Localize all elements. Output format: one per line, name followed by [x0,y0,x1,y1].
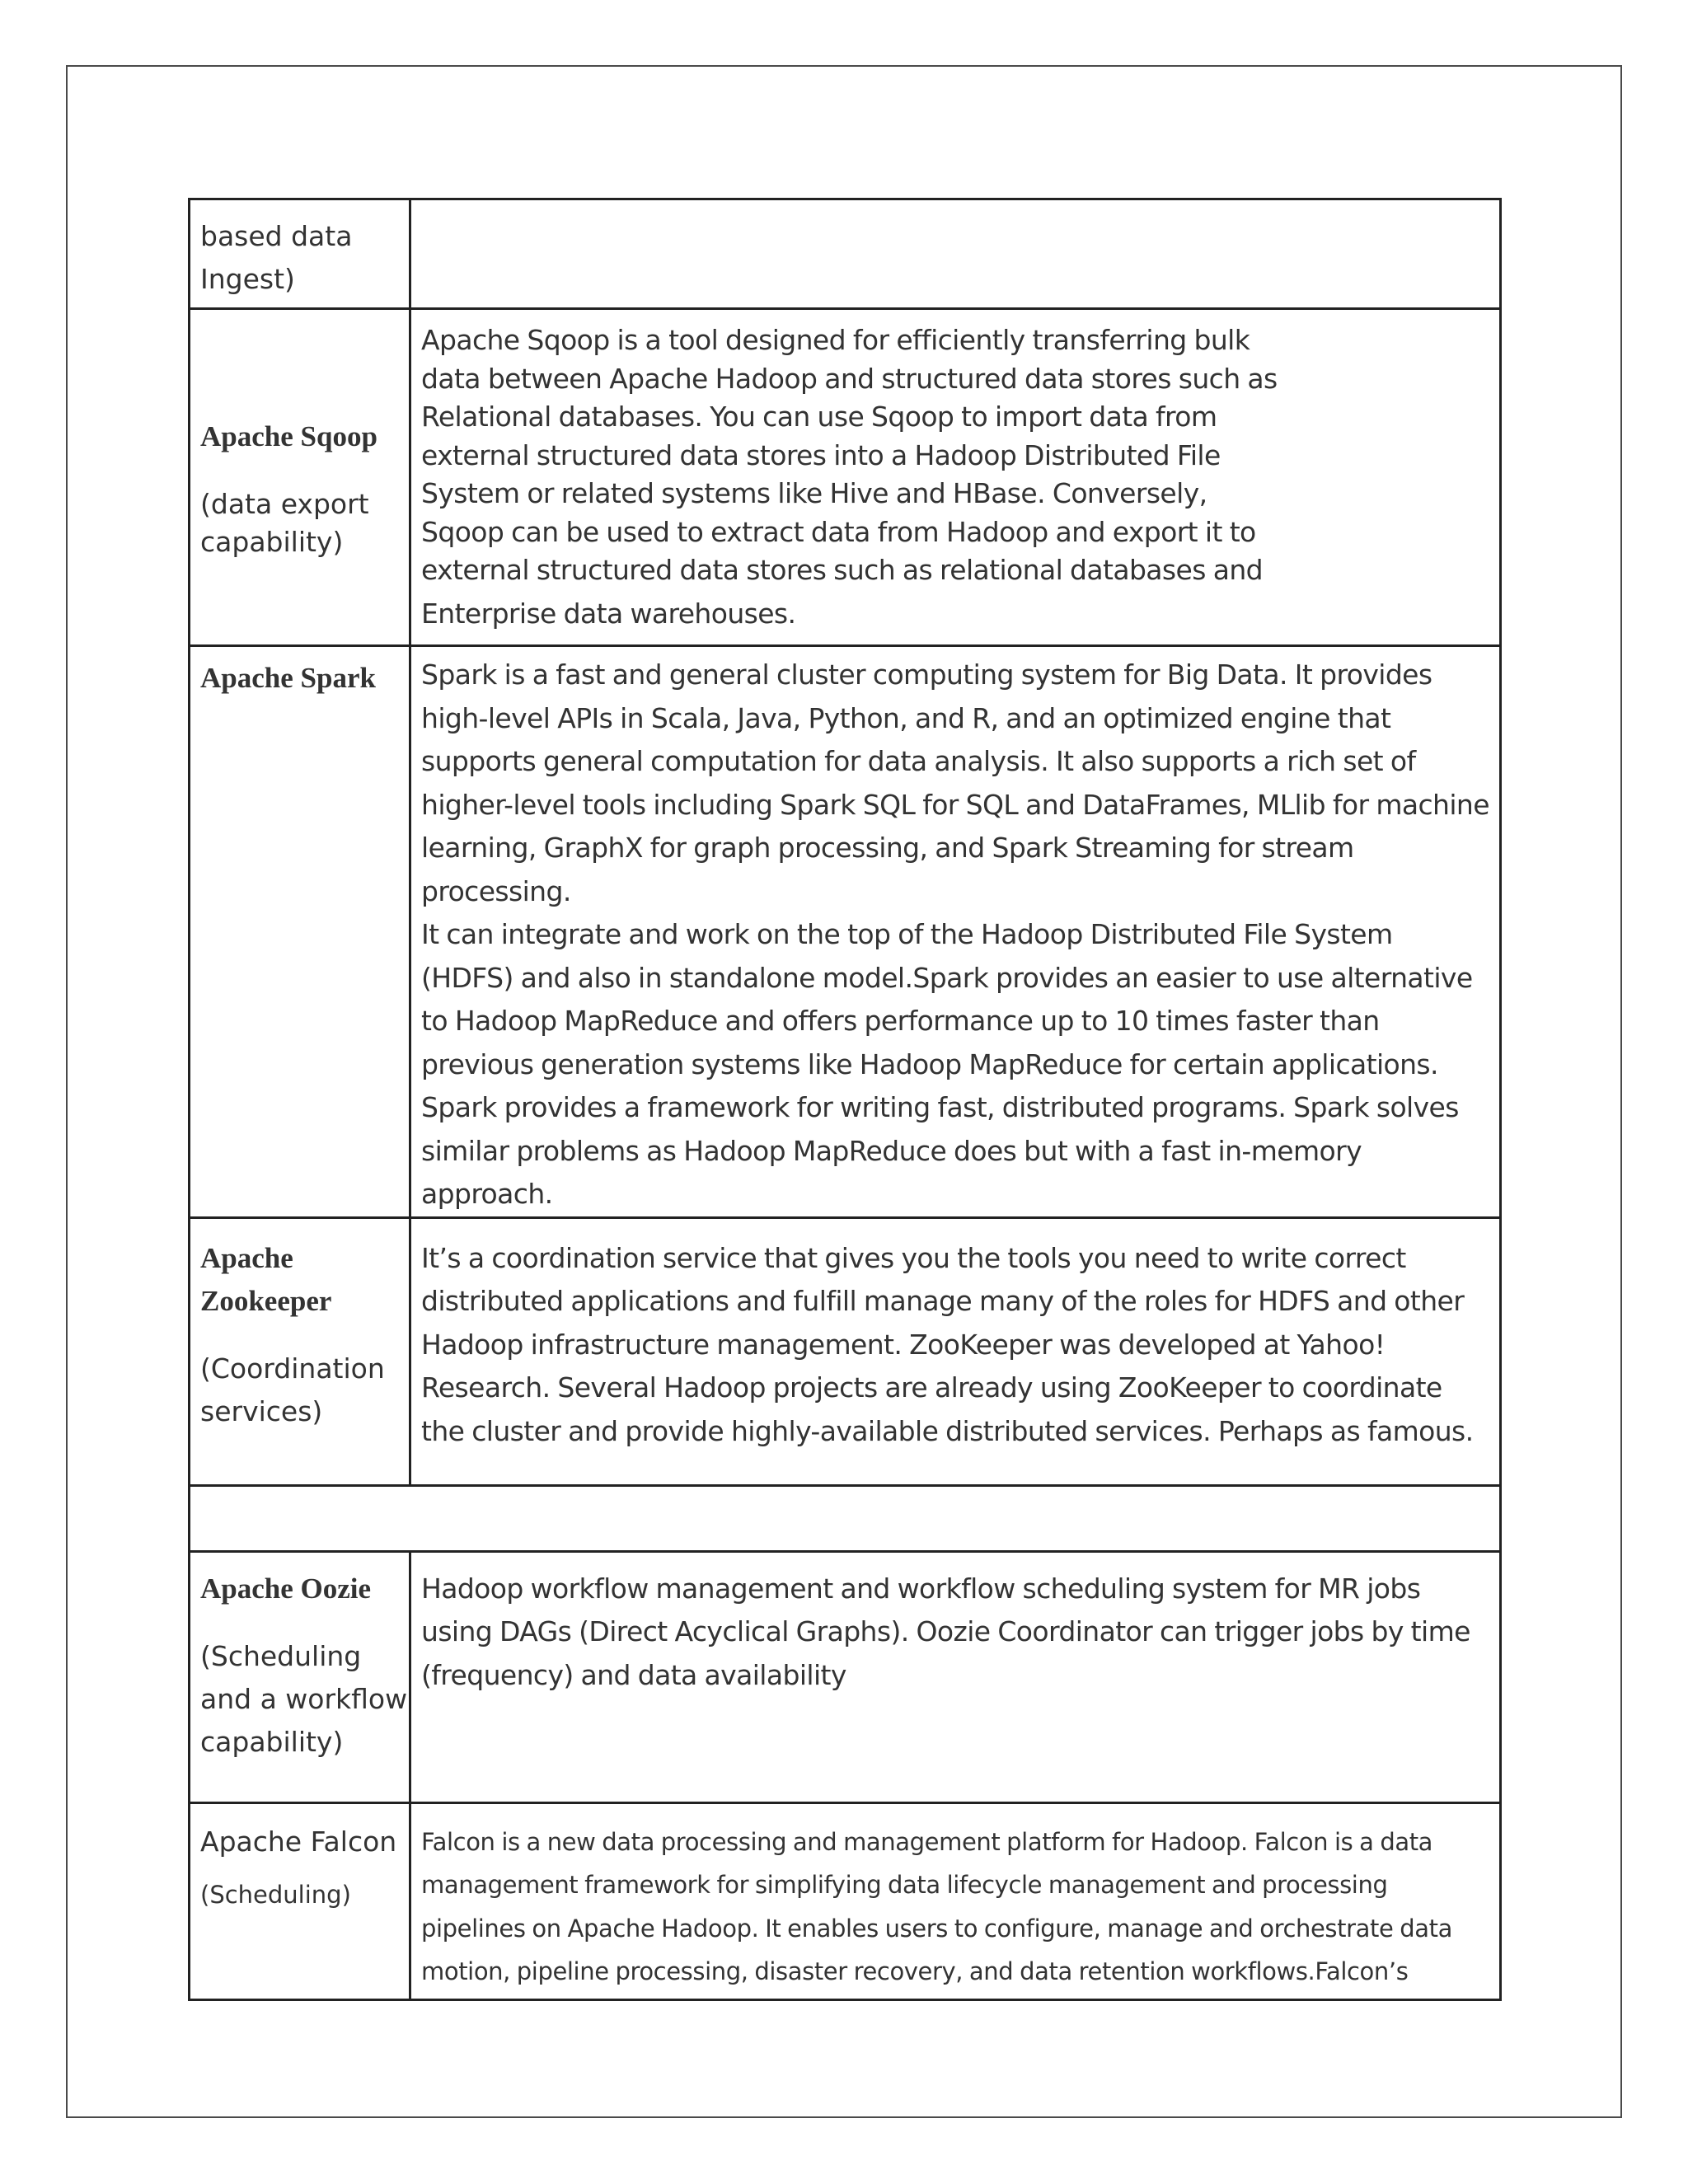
description-line: Apache Sqoop is a tool designed for efficiently transferring bulk [421,324,1250,356]
component-description: Falcon is a new data processing and management platform for Hadoop. Falcon is a data management framework for simplifying data lifecycle management and processing pipelines on Apache Hadoop. It enables users to configure, manage and orchestrate data motion, pipeline processing, disaster recovery, and data retention workflows.Falcon’s [421,1827,1452,1985]
component-description [421,321,1491,633]
component-cell [190,646,410,1218]
table-row [190,646,1501,1218]
description-line: Enterprise data warehouses. [421,597,796,630]
component-capability-line: (Coordination [200,1352,385,1385]
description-line: Sqoop can be used to extract data from Hadoop and export it to [421,515,1256,548]
table-row [190,1217,1501,1485]
component-capability-line: (Scheduling [200,1639,362,1672]
description-line: System or related systems like Hive and HBase. Conversely, [421,477,1207,509]
table-row [190,199,1501,309]
description-cell [410,1802,1501,1999]
component-capability-line: and a workflow [200,1682,408,1715]
component-name: Apache Sqoop [200,420,377,452]
description-paragraph: Spark provides a framework for writing fast, distributed programs. Spark solves similar problems as Hadoop MapReduce does but with a fast in-memory approach. [421,1091,1459,1210]
component-capability-line: capability) [200,1725,344,1758]
description-cell [410,1551,1501,1802]
component-label-line: based data [200,220,353,252]
component-cell [190,309,410,646]
component-capability-line: (data export [200,488,369,520]
component-name: Apache Spark [200,662,376,694]
component-capability [200,1635,408,1764]
empty-cell [190,1485,1501,1551]
table-row [190,1551,1501,1802]
description-paragraph: Spark is a fast and general cluster computing system for Big Data. It provides high-level APIs in Scala, Java, Python, and R, and an optimized engine that supports general computation for data analysis. It also supports a rich set of higher-level tools including Spark SQL for SQL and DataFrames, MLlib for machine learning, GraphX for graph processing, and Spark Streaming for stream processing. [421,658,1489,907]
description-cell [410,646,1501,1218]
component-cell [190,1217,410,1485]
component-capability: (Scheduling) [200,1880,351,1909]
component-capability [200,483,401,564]
component-name: Apache Oozie [200,1572,372,1605]
component-description [421,654,1491,1216]
component-name: Apache Zookeeper [200,1241,332,1317]
component-description: It’s a coordination service that gives you the tools you need to write correct distributed applications and fulfill manage many of the roles for HDFS and other Hadoop infrastructure management. ZooKeeper was developed at Yahoo! Research. Several Hadoop projects are already using ZooKeeper to coordinate the cluster and provide highly-available distributed services. Perhaps as famous. [421,1241,1474,1447]
component-cell [190,199,410,309]
component-cell [190,1802,410,1999]
description-line: external structured data stores such as relational databases and [421,554,1263,586]
hadoop-components-table [188,198,1502,2001]
component-capability [200,1347,401,1433]
description-line: Relational databases. You can use Sqoop to import data from [421,401,1217,433]
description-line: external structured data stores into a Hadoop Distributed File [421,438,1221,471]
table-row [190,1802,1501,1999]
component-name: Apache Falcon [200,1825,397,1858]
component-capability-line: capability) [200,526,344,558]
description-cell [410,1217,1501,1485]
table-row-empty [190,1485,1501,1551]
description-cell [410,199,1501,309]
component-capability-line: services) [200,1394,323,1427]
component-description: Hadoop workflow management and workflow scheduling system for MR jobs using DAGs (Direct Acyclical Graphs). Oozie Coordinator can trigger jobs by time (frequency) and data availability [421,1572,1470,1691]
description-cell [410,309,1501,646]
description-line: data between Apache Hadoop and structured data stores such as [421,362,1278,395]
description-paragraph: It can integrate and work on the top of the Hadoop Distributed File System (HDFS) and also in standalone model.Spark provides an easier to use alternative to Hadoop MapReduce and offers performance up to 10 times faster than previous generation systems like Hadoop MapReduce for certain applications. [421,918,1473,1080]
table-row [190,309,1501,646]
component-label-line: Ingest) [200,263,295,295]
component-cell [190,1551,410,1802]
